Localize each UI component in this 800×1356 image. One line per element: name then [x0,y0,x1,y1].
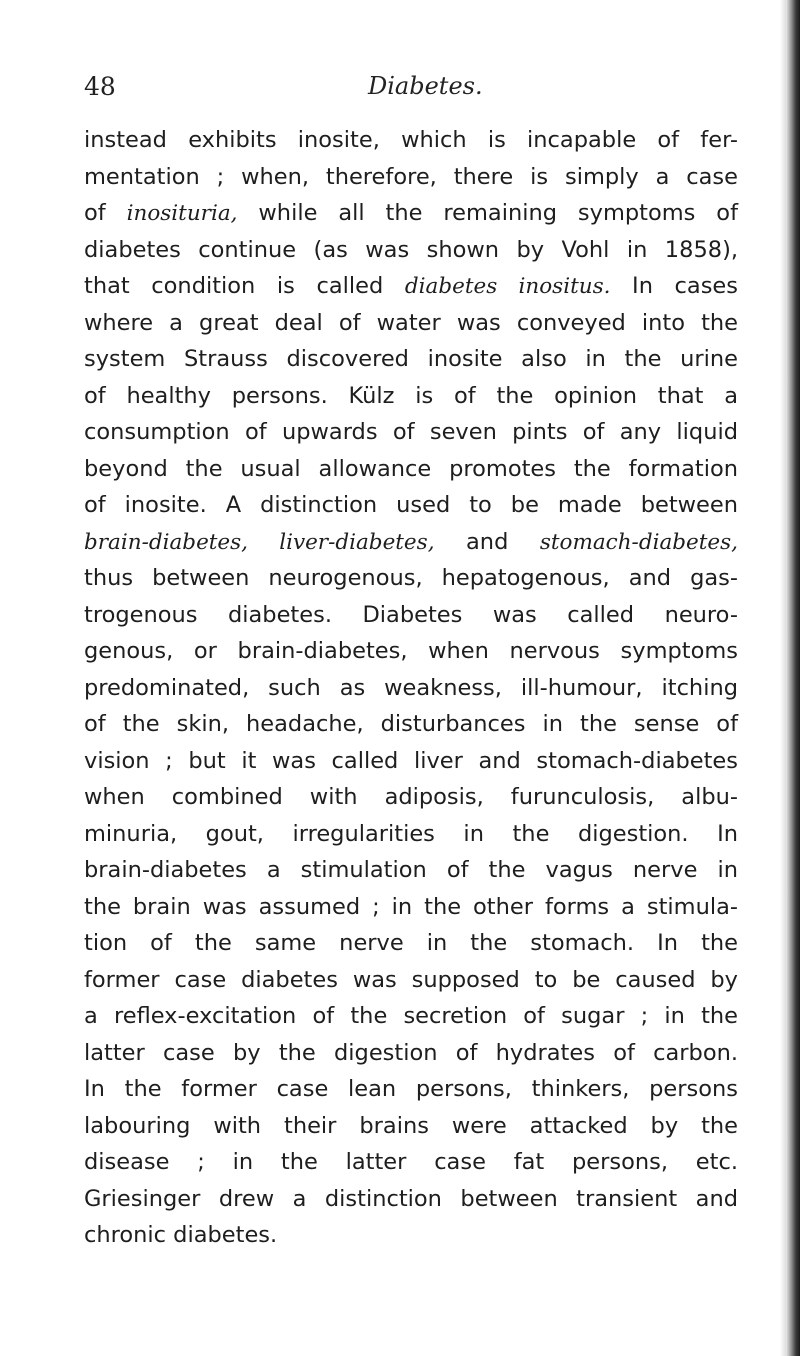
text-run: predominated, such as weakness, ill-humour, itching [84,674,738,701]
text-line [84,998,738,1035]
text-run: that condition is called [84,273,405,299]
text-run: In cases [610,273,738,299]
text-line [84,670,738,707]
page-edge [786,0,800,1356]
text-line [84,852,738,889]
text-run: mentation ; when, therefore, there is simply a case [84,163,738,190]
italic-term: inosituria, [126,201,238,226]
text-run: a reflex-excitation of the secretion of sugar ; in the [84,1003,738,1029]
text-run: former case diabetes was supposed to be caused by [84,966,738,993]
text-run: beyond the usual allowance promotes the formation [84,455,738,482]
text-run: of healthy persons. Külz is of the opinion that a [84,382,738,409]
text-line [84,414,738,451]
text-line [84,232,738,269]
text-run: and [434,528,540,555]
italic-term: stomach-diabetes, [539,529,738,555]
running-head [84,70,736,110]
text-line [84,1035,738,1072]
text-line [84,195,738,232]
text-line [84,1181,738,1218]
text-run: diabetes continue (as was shown by Vohl in 1858), [84,236,738,263]
text-line [84,779,738,816]
text-line [84,1217,738,1254]
body-text [84,122,738,1254]
text-line [84,378,738,415]
text-run: tion of the same nerve in the stomach. In the [84,930,738,956]
text-run: consumption of upwards of seven pints of any liquid [84,419,738,445]
text-run: latter case by the digestion of hydrates of carbon. [84,1039,738,1066]
text-line [84,816,738,853]
text-line [84,560,738,597]
text-line [84,597,738,634]
text-run: instead exhibits inosite, which is incapable of fer- [84,127,738,153]
text-run: minuria, gout, irregularities in the digestion. In [84,820,738,847]
text-line [84,341,738,378]
text-line [84,1108,738,1145]
text-line [84,743,738,780]
text-run: In the former case lean persons, thinkers, persons [84,1076,738,1102]
italic-term: brain-diabetes, liver-diabetes, [84,529,435,555]
text-run: when combined with adiposis, furunculosis, albu- [84,784,738,810]
text-line [84,962,738,999]
text-line [84,706,738,743]
text-line [84,1144,738,1181]
text-line [84,305,738,342]
text-line [84,451,738,488]
running-title: Diabetes. [368,72,483,100]
text-run: of [84,200,127,226]
text-line [84,1071,738,1108]
text-line [84,487,738,524]
text-line [84,159,738,196]
text-line [84,633,738,670]
text-run: while all the remaining symptoms of [237,200,738,226]
text-run: genous, or brain-diabetes, when nervous symptoms [84,638,738,664]
text-run: of the skin, headache, disturbances in the sense of [84,711,738,737]
text-run: trogenous diabetes. Diabetes was called neuro- [84,601,738,628]
page-number: 48 [84,72,116,101]
text-run: chronic diabetes. [84,1222,278,1248]
text-run: brain-diabetes a stimulation of the vagus nerve in [84,857,738,883]
text-run: Griesinger drew a distinction between transient and [84,1185,738,1212]
text-run: the brain was assumed ; in the other forms a stimula- [84,893,738,920]
text-run: where a great deal of water was conveyed into the [84,309,738,336]
text-run: vision ; but it was called liver and stomach-diabetes [84,747,738,774]
italic-term: diabetes inositus. [404,274,611,299]
text-run: disease ; in the latter case fat persons, etc. [84,1149,738,1175]
text-run: of inosite. A distinction used to be made between [84,492,738,518]
text-line [84,524,738,561]
text-line [84,925,738,962]
text-run: labouring with their brains were attacked by the [84,1112,738,1139]
text-run: system Strauss discovered inosite also in the urine [84,346,738,372]
text-line [84,268,738,305]
text-line [84,889,738,926]
text-run: thus between neurogenous, hepatogenous, and gas- [84,565,738,591]
text-line [84,122,738,159]
